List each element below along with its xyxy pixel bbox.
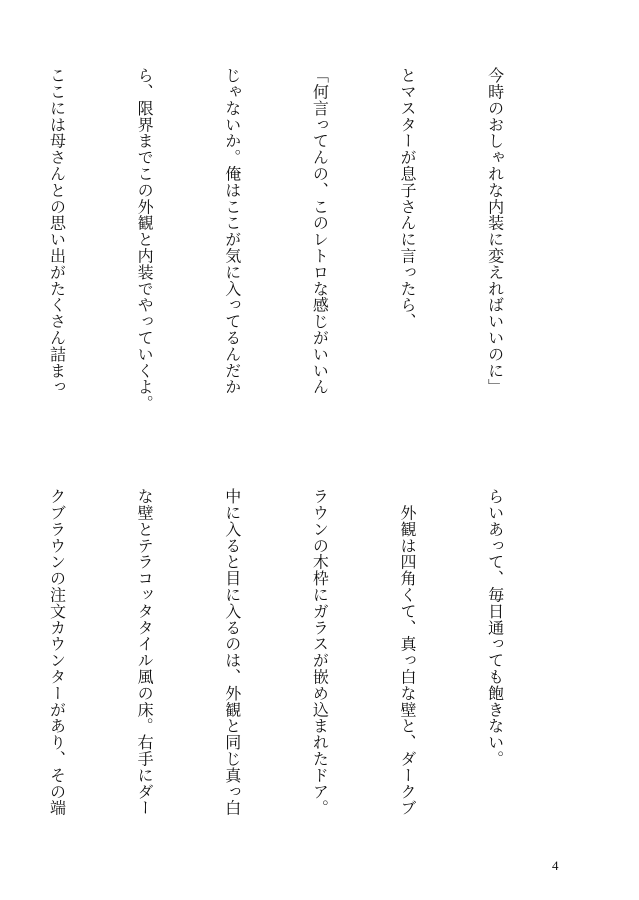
- text-line: ここには母さんとの思い出がたくさん詰まっ: [47, 67, 67, 395]
- text-line: らいあって、毎日通っても飽きない。: [485, 488, 505, 767]
- text-line: 今時のおしゃれな内装に変えればいいのに」: [485, 67, 505, 395]
- text-line: クブラウンの注文カウンターがあり、その端: [47, 488, 67, 816]
- text-line: ラウンの木枠にガラスが嵌め込まれたドア。: [310, 488, 330, 816]
- text-line: 中に入ると目に入るのは、外観と同じ真っ白: [222, 488, 242, 816]
- text-line: 外観は四角くて、真っ白な壁と、ダークブ: [397, 488, 417, 816]
- text-line: とマスターが息子さんに言ったら、: [397, 67, 417, 330]
- text-block-top: [47, 67, 568, 422]
- text-block-bottom: [47, 488, 568, 843]
- text-line: 「何言ってんの、このレトロな感じがいいん: [310, 67, 330, 395]
- text-line: ら、限界までこの外観と内装でやっていくよ。: [135, 67, 155, 412]
- text-line: な壁とテラコッタタイル風の床。右手にダー: [135, 488, 155, 816]
- text-line: じゃないか。俺はここが気に入ってるんだか: [222, 67, 242, 395]
- page-number: 4: [552, 858, 559, 873]
